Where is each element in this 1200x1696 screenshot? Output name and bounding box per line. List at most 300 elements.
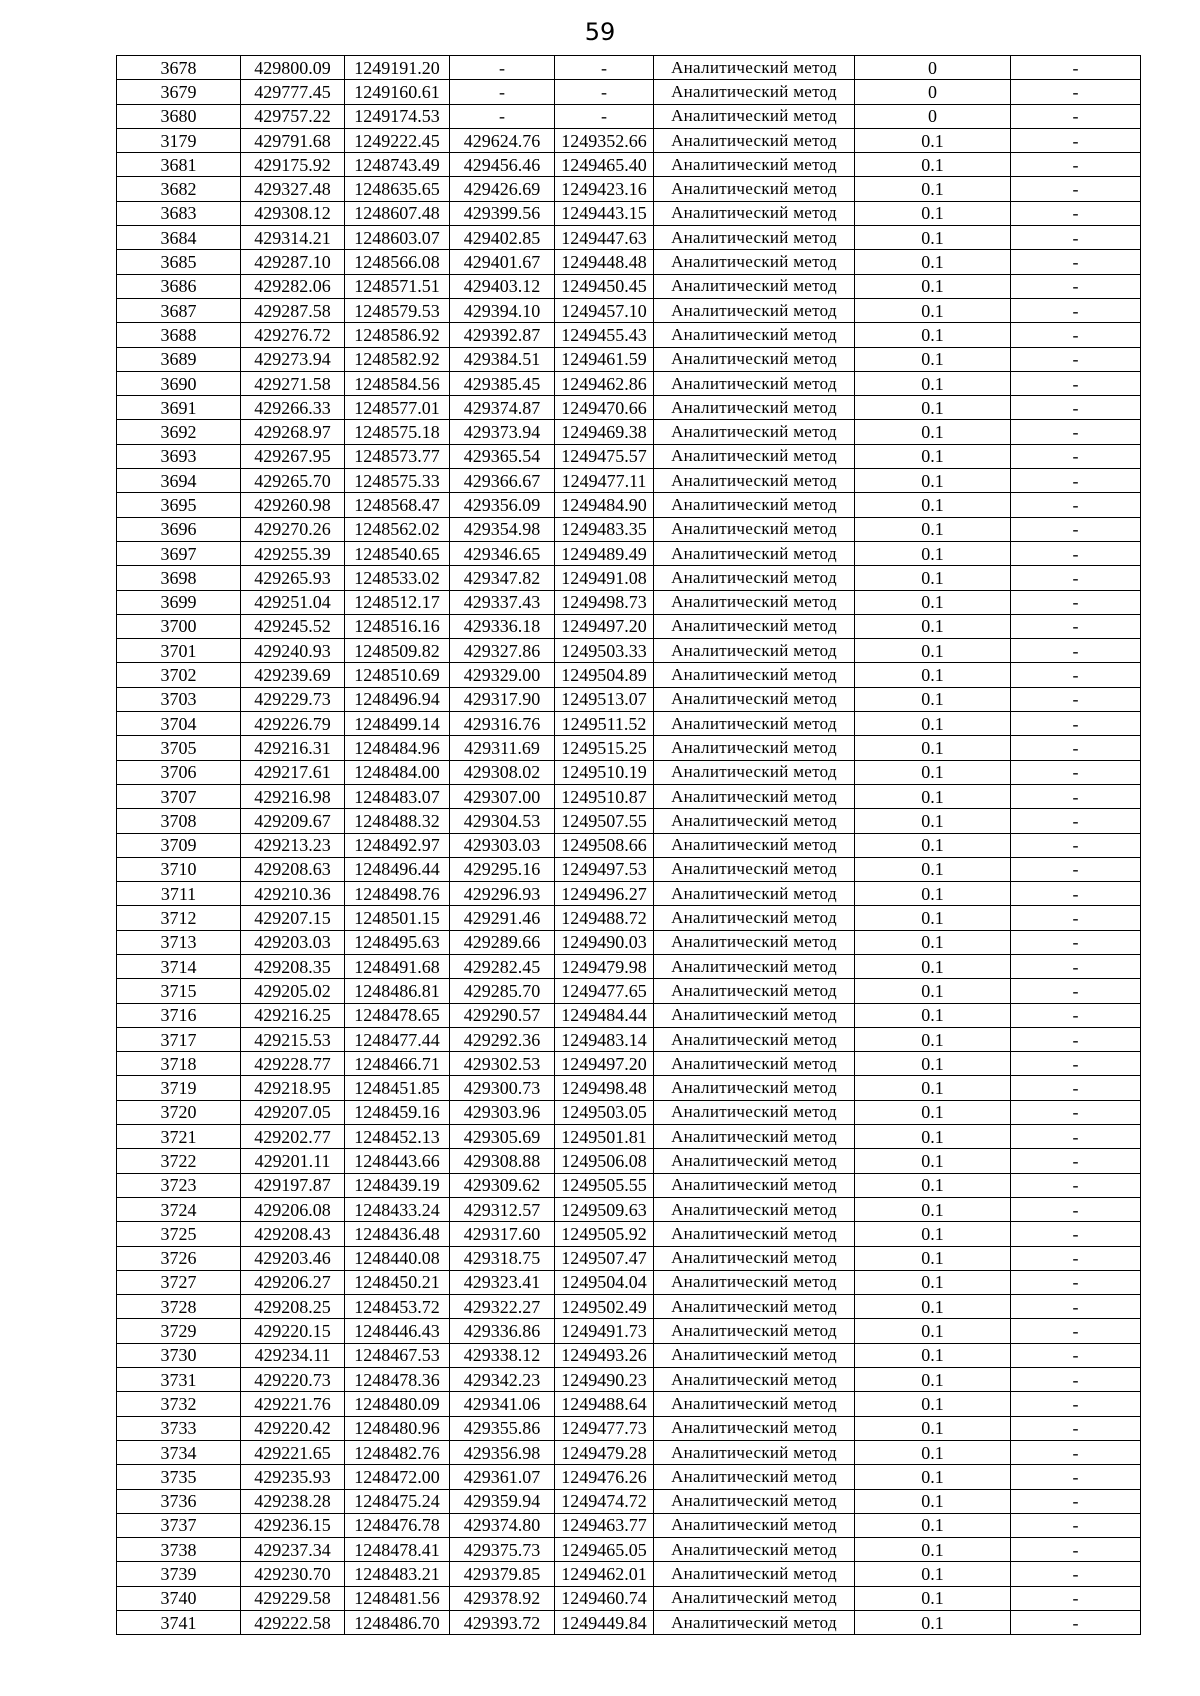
method-cell: Аналитический метод bbox=[654, 663, 855, 687]
x2-cell: 429307.00 bbox=[450, 784, 555, 808]
method-cell: Аналитический метод bbox=[654, 517, 855, 541]
method-cell: Аналитический метод bbox=[654, 1392, 855, 1416]
accuracy-cell: 0.1 bbox=[855, 420, 1011, 444]
table-row bbox=[117, 784, 1141, 808]
y2-cell: 1249484.44 bbox=[555, 1003, 654, 1027]
y1-cell: 1248443.66 bbox=[345, 1149, 450, 1173]
accuracy-cell: 0.1 bbox=[855, 1465, 1011, 1489]
table-row bbox=[117, 1440, 1141, 1464]
y2-cell: 1249457.10 bbox=[555, 298, 654, 322]
accuracy-cell: 0.1 bbox=[855, 614, 1011, 638]
note-cell: - bbox=[1011, 323, 1141, 347]
x2-cell: 429361.07 bbox=[450, 1465, 555, 1489]
point-number-cell: 3735 bbox=[117, 1465, 241, 1489]
x2-cell: 429336.18 bbox=[450, 614, 555, 638]
x1-cell: 429238.28 bbox=[241, 1489, 345, 1513]
table-row bbox=[117, 857, 1141, 881]
y1-cell: 1248440.08 bbox=[345, 1246, 450, 1270]
table-row bbox=[117, 1197, 1141, 1221]
x2-cell: 429385.45 bbox=[450, 371, 555, 395]
method-cell: Аналитический метод bbox=[654, 347, 855, 371]
method-cell: Аналитический метод bbox=[654, 1440, 855, 1464]
method-cell: Аналитический метод bbox=[654, 1343, 855, 1367]
point-number-cell: 3681 bbox=[117, 153, 241, 177]
accuracy-cell: 0.1 bbox=[855, 930, 1011, 954]
x1-cell: 429314.21 bbox=[241, 226, 345, 250]
y2-cell: 1249477.65 bbox=[555, 979, 654, 1003]
note-cell: - bbox=[1011, 979, 1141, 1003]
note-cell: - bbox=[1011, 469, 1141, 493]
point-number-cell: 3680 bbox=[117, 104, 241, 128]
point-number-cell: 3682 bbox=[117, 177, 241, 201]
point-number-cell: 3718 bbox=[117, 1052, 241, 1076]
y2-cell: 1249503.05 bbox=[555, 1100, 654, 1124]
accuracy-cell: 0.1 bbox=[855, 712, 1011, 736]
y2-cell: 1249498.73 bbox=[555, 590, 654, 614]
table-row bbox=[117, 517, 1141, 541]
y1-cell: 1248475.24 bbox=[345, 1489, 450, 1513]
method-cell: Аналитический метод bbox=[654, 1003, 855, 1027]
method-cell: Аналитический метод bbox=[654, 954, 855, 978]
method-cell: Аналитический метод bbox=[654, 906, 855, 930]
method-cell: Аналитический метод bbox=[654, 153, 855, 177]
note-cell: - bbox=[1011, 420, 1141, 444]
table-row bbox=[117, 1392, 1141, 1416]
method-cell: Аналитический метод bbox=[654, 1586, 855, 1610]
accuracy-cell: 0.1 bbox=[855, 857, 1011, 881]
method-cell: Аналитический метод bbox=[654, 1270, 855, 1294]
point-number-cell: 3732 bbox=[117, 1392, 241, 1416]
point-number-cell: 3698 bbox=[117, 566, 241, 590]
x2-cell: 429403.12 bbox=[450, 274, 555, 298]
method-cell: Аналитический метод bbox=[654, 1319, 855, 1343]
accuracy-cell: 0.1 bbox=[855, 517, 1011, 541]
point-number-cell: 3707 bbox=[117, 784, 241, 808]
table-row bbox=[117, 177, 1141, 201]
y2-cell: 1249462.86 bbox=[555, 371, 654, 395]
note-cell: - bbox=[1011, 493, 1141, 517]
y2-cell: 1249455.43 bbox=[555, 323, 654, 347]
table-row bbox=[117, 1076, 1141, 1100]
accuracy-cell: 0.1 bbox=[855, 396, 1011, 420]
note-cell: - bbox=[1011, 250, 1141, 274]
y1-cell: 1248480.09 bbox=[345, 1392, 450, 1416]
table-row bbox=[117, 1416, 1141, 1440]
point-number-cell: 3722 bbox=[117, 1149, 241, 1173]
y2-cell: 1249510.87 bbox=[555, 784, 654, 808]
y1-cell: 1248459.16 bbox=[345, 1100, 450, 1124]
accuracy-cell: 0.1 bbox=[855, 1489, 1011, 1513]
accuracy-cell: 0.1 bbox=[855, 784, 1011, 808]
y1-cell: 1248582.92 bbox=[345, 347, 450, 371]
point-number-cell: 3712 bbox=[117, 906, 241, 930]
method-cell: Аналитический метод bbox=[654, 736, 855, 760]
table-row bbox=[117, 347, 1141, 371]
note-cell: - bbox=[1011, 80, 1141, 104]
point-number-cell: 3705 bbox=[117, 736, 241, 760]
table-row bbox=[117, 396, 1141, 420]
x2-cell: 429359.94 bbox=[450, 1489, 555, 1513]
point-number-cell: 3697 bbox=[117, 541, 241, 565]
point-number-cell: 3696 bbox=[117, 517, 241, 541]
accuracy-cell: 0 bbox=[855, 56, 1011, 80]
x1-cell: 429270.26 bbox=[241, 517, 345, 541]
point-number-cell: 3708 bbox=[117, 809, 241, 833]
method-cell: Аналитический метод bbox=[654, 541, 855, 565]
y1-cell: 1248484.00 bbox=[345, 760, 450, 784]
method-cell: Аналитический метод bbox=[654, 1416, 855, 1440]
x2-cell: 429285.70 bbox=[450, 979, 555, 1003]
table-row bbox=[117, 1538, 1141, 1562]
x2-cell: 429290.57 bbox=[450, 1003, 555, 1027]
method-cell: Аналитический метод bbox=[654, 930, 855, 954]
point-number-cell: 3734 bbox=[117, 1440, 241, 1464]
x2-cell: 429317.90 bbox=[450, 687, 555, 711]
method-cell: Аналитический метод bbox=[654, 712, 855, 736]
accuracy-cell: 0 bbox=[855, 104, 1011, 128]
y2-cell: 1249511.52 bbox=[555, 712, 654, 736]
x2-cell: 429375.73 bbox=[450, 1538, 555, 1562]
y2-cell: - bbox=[555, 80, 654, 104]
accuracy-cell: 0.1 bbox=[855, 493, 1011, 517]
accuracy-cell: 0.1 bbox=[855, 687, 1011, 711]
y1-cell: 1248512.17 bbox=[345, 590, 450, 614]
method-cell: Аналитический метод bbox=[654, 1295, 855, 1319]
note-cell: - bbox=[1011, 1222, 1141, 1246]
x1-cell: 429273.94 bbox=[241, 347, 345, 371]
x2-cell: 429402.85 bbox=[450, 226, 555, 250]
note-cell: - bbox=[1011, 298, 1141, 322]
method-cell: Аналитический метод bbox=[654, 639, 855, 663]
y1-cell: 1248478.65 bbox=[345, 1003, 450, 1027]
note-cell: - bbox=[1011, 760, 1141, 784]
note-cell: - bbox=[1011, 226, 1141, 250]
x1-cell: 429206.08 bbox=[241, 1197, 345, 1221]
y1-cell: 1248452.13 bbox=[345, 1125, 450, 1149]
table-row bbox=[117, 1586, 1141, 1610]
table-row bbox=[117, 128, 1141, 152]
point-number-cell: 3706 bbox=[117, 760, 241, 784]
table-body bbox=[117, 56, 1141, 1635]
method-cell: Аналитический метод bbox=[654, 56, 855, 80]
point-number-cell: 3686 bbox=[117, 274, 241, 298]
method-cell: Аналитический метод bbox=[654, 298, 855, 322]
note-cell: - bbox=[1011, 1586, 1141, 1610]
x1-cell: 429203.03 bbox=[241, 930, 345, 954]
note-cell: - bbox=[1011, 1392, 1141, 1416]
point-number-cell: 3688 bbox=[117, 323, 241, 347]
note-cell: - bbox=[1011, 906, 1141, 930]
accuracy-cell: 0.1 bbox=[855, 128, 1011, 152]
note-cell: - bbox=[1011, 128, 1141, 152]
x1-cell: 429228.77 bbox=[241, 1052, 345, 1076]
x1-cell: 429287.10 bbox=[241, 250, 345, 274]
x2-cell: 429374.80 bbox=[450, 1513, 555, 1537]
accuracy-cell: 0.1 bbox=[855, 1222, 1011, 1246]
note-cell: - bbox=[1011, 444, 1141, 468]
table-row bbox=[117, 663, 1141, 687]
y1-cell: 1248575.18 bbox=[345, 420, 450, 444]
accuracy-cell: 0.1 bbox=[855, 541, 1011, 565]
y2-cell: 1249513.07 bbox=[555, 687, 654, 711]
x2-cell: 429378.92 bbox=[450, 1586, 555, 1610]
y2-cell: 1249508.66 bbox=[555, 833, 654, 857]
x2-cell: 429312.57 bbox=[450, 1197, 555, 1221]
note-cell: - bbox=[1011, 1149, 1141, 1173]
point-number-cell: 3704 bbox=[117, 712, 241, 736]
point-number-cell: 3693 bbox=[117, 444, 241, 468]
x1-cell: 429210.36 bbox=[241, 882, 345, 906]
note-cell: - bbox=[1011, 1562, 1141, 1586]
accuracy-cell: 0.1 bbox=[855, 177, 1011, 201]
x1-cell: 429255.39 bbox=[241, 541, 345, 565]
y2-cell: 1249477.11 bbox=[555, 469, 654, 493]
method-cell: Аналитический метод bbox=[654, 1222, 855, 1246]
x1-cell: 429218.95 bbox=[241, 1076, 345, 1100]
y2-cell: 1249483.35 bbox=[555, 517, 654, 541]
y2-cell: 1249460.74 bbox=[555, 1586, 654, 1610]
point-number-cell: 3678 bbox=[117, 56, 241, 80]
accuracy-cell: 0 bbox=[855, 80, 1011, 104]
table-row bbox=[117, 906, 1141, 930]
y2-cell: 1249505.92 bbox=[555, 1222, 654, 1246]
table-row bbox=[117, 930, 1141, 954]
y1-cell: 1249222.45 bbox=[345, 128, 450, 152]
accuracy-cell: 0.1 bbox=[855, 1125, 1011, 1149]
note-cell: - bbox=[1011, 1440, 1141, 1464]
note-cell: - bbox=[1011, 517, 1141, 541]
method-cell: Аналитический метод bbox=[654, 614, 855, 638]
x1-cell: 429235.93 bbox=[241, 1465, 345, 1489]
accuracy-cell: 0.1 bbox=[855, 1343, 1011, 1367]
point-number-cell: 3727 bbox=[117, 1270, 241, 1294]
accuracy-cell: 0.1 bbox=[855, 444, 1011, 468]
y2-cell: 1249488.72 bbox=[555, 906, 654, 930]
y1-cell: 1248496.94 bbox=[345, 687, 450, 711]
y2-cell: 1249507.47 bbox=[555, 1246, 654, 1270]
table-row bbox=[117, 1149, 1141, 1173]
table-row bbox=[117, 1052, 1141, 1076]
x1-cell: 429203.46 bbox=[241, 1246, 345, 1270]
x2-cell: 429624.76 bbox=[450, 128, 555, 152]
table-row bbox=[117, 1513, 1141, 1537]
accuracy-cell: 0.1 bbox=[855, 979, 1011, 1003]
x1-cell: 429208.63 bbox=[241, 857, 345, 881]
method-cell: Аналитический метод bbox=[654, 420, 855, 444]
y1-cell: 1248482.76 bbox=[345, 1440, 450, 1464]
y1-cell: 1248478.36 bbox=[345, 1368, 450, 1392]
x1-cell: 429308.12 bbox=[241, 201, 345, 225]
point-number-cell: 3701 bbox=[117, 639, 241, 663]
x1-cell: 429287.58 bbox=[241, 298, 345, 322]
y2-cell: 1249477.73 bbox=[555, 1416, 654, 1440]
accuracy-cell: 0.1 bbox=[855, 1076, 1011, 1100]
note-cell: - bbox=[1011, 930, 1141, 954]
y2-cell: 1249483.14 bbox=[555, 1027, 654, 1051]
point-number-cell: 3685 bbox=[117, 250, 241, 274]
table-row bbox=[117, 882, 1141, 906]
y2-cell: 1249503.33 bbox=[555, 639, 654, 663]
accuracy-cell: 0.1 bbox=[855, 371, 1011, 395]
accuracy-cell: 0.1 bbox=[855, 590, 1011, 614]
y1-cell: 1248501.15 bbox=[345, 906, 450, 930]
point-number-cell: 3715 bbox=[117, 979, 241, 1003]
x1-cell: 429202.77 bbox=[241, 1125, 345, 1149]
y1-cell: 1248477.44 bbox=[345, 1027, 450, 1051]
method-cell: Аналитический метод bbox=[654, 444, 855, 468]
point-number-cell: 3691 bbox=[117, 396, 241, 420]
y1-cell: 1248499.14 bbox=[345, 712, 450, 736]
x1-cell: 429213.23 bbox=[241, 833, 345, 857]
table-row bbox=[117, 1489, 1141, 1513]
point-number-cell: 3729 bbox=[117, 1319, 241, 1343]
y1-cell: 1249191.20 bbox=[345, 56, 450, 80]
table-row bbox=[117, 201, 1141, 225]
note-cell: - bbox=[1011, 1052, 1141, 1076]
method-cell: Аналитический метод bbox=[654, 566, 855, 590]
y1-cell: 1248492.97 bbox=[345, 833, 450, 857]
note-cell: - bbox=[1011, 809, 1141, 833]
x2-cell: 429393.72 bbox=[450, 1611, 555, 1635]
method-cell: Аналитический метод bbox=[654, 1538, 855, 1562]
table-row bbox=[117, 736, 1141, 760]
table-row bbox=[117, 104, 1141, 128]
y1-cell: 1248481.56 bbox=[345, 1586, 450, 1610]
accuracy-cell: 0.1 bbox=[855, 954, 1011, 978]
point-number-cell: 3716 bbox=[117, 1003, 241, 1027]
x2-cell: 429296.93 bbox=[450, 882, 555, 906]
table-row bbox=[117, 687, 1141, 711]
accuracy-cell: 0.1 bbox=[855, 1513, 1011, 1537]
note-cell: - bbox=[1011, 347, 1141, 371]
point-number-cell: 3683 bbox=[117, 201, 241, 225]
y2-cell: 1249493.26 bbox=[555, 1343, 654, 1367]
point-number-cell: 3717 bbox=[117, 1027, 241, 1051]
table-row bbox=[117, 420, 1141, 444]
y1-cell: 1248509.82 bbox=[345, 639, 450, 663]
x2-cell: 429300.73 bbox=[450, 1076, 555, 1100]
x1-cell: 429201.11 bbox=[241, 1149, 345, 1173]
x1-cell: 429265.93 bbox=[241, 566, 345, 590]
x1-cell: 429229.73 bbox=[241, 687, 345, 711]
note-cell: - bbox=[1011, 1343, 1141, 1367]
accuracy-cell: 0.1 bbox=[855, 298, 1011, 322]
y2-cell: 1249504.89 bbox=[555, 663, 654, 687]
method-cell: Аналитический метод bbox=[654, 226, 855, 250]
table-row bbox=[117, 1562, 1141, 1586]
method-cell: Аналитический метод bbox=[654, 809, 855, 833]
x1-cell: 429327.48 bbox=[241, 177, 345, 201]
x1-cell: 429229.58 bbox=[241, 1586, 345, 1610]
x2-cell: 429323.41 bbox=[450, 1270, 555, 1294]
point-number-cell: 3700 bbox=[117, 614, 241, 638]
note-cell: - bbox=[1011, 1173, 1141, 1197]
accuracy-cell: 0.1 bbox=[855, 201, 1011, 225]
y2-cell: 1249504.04 bbox=[555, 1270, 654, 1294]
y1-cell: 1248433.24 bbox=[345, 1197, 450, 1221]
point-number-cell: 3694 bbox=[117, 469, 241, 493]
x2-cell: 429356.09 bbox=[450, 493, 555, 517]
x1-cell: 429251.04 bbox=[241, 590, 345, 614]
accuracy-cell: 0.1 bbox=[855, 906, 1011, 930]
y1-cell: 1248571.51 bbox=[345, 274, 450, 298]
x2-cell: 429291.46 bbox=[450, 906, 555, 930]
accuracy-cell: 0.1 bbox=[855, 323, 1011, 347]
point-number-cell: 3730 bbox=[117, 1343, 241, 1367]
table-row bbox=[117, 1246, 1141, 1270]
x2-cell: 429347.82 bbox=[450, 566, 555, 590]
method-cell: Аналитический метод bbox=[654, 1513, 855, 1537]
method-cell: Аналитический метод bbox=[654, 80, 855, 104]
x2-cell: 429322.27 bbox=[450, 1295, 555, 1319]
accuracy-cell: 0.1 bbox=[855, 760, 1011, 784]
x2-cell: 429401.67 bbox=[450, 250, 555, 274]
x2-cell: 429456.46 bbox=[450, 153, 555, 177]
method-cell: Аналитический метод bbox=[654, 1076, 855, 1100]
method-cell: Аналитический метод bbox=[654, 1052, 855, 1076]
table-row bbox=[117, 298, 1141, 322]
y2-cell: 1249447.63 bbox=[555, 226, 654, 250]
point-number-cell: 3684 bbox=[117, 226, 241, 250]
x2-cell: 429342.23 bbox=[450, 1368, 555, 1392]
note-cell: - bbox=[1011, 882, 1141, 906]
x1-cell: 429217.61 bbox=[241, 760, 345, 784]
note-cell: - bbox=[1011, 1319, 1141, 1343]
method-cell: Аналитический метод bbox=[654, 1611, 855, 1635]
accuracy-cell: 0.1 bbox=[855, 1100, 1011, 1124]
x2-cell: 429373.94 bbox=[450, 420, 555, 444]
y2-cell: 1249490.23 bbox=[555, 1368, 654, 1392]
y1-cell: 1248495.63 bbox=[345, 930, 450, 954]
note-cell: - bbox=[1011, 833, 1141, 857]
accuracy-cell: 0.1 bbox=[855, 469, 1011, 493]
accuracy-cell: 0.1 bbox=[855, 1246, 1011, 1270]
table-row bbox=[117, 80, 1141, 104]
table-row bbox=[117, 614, 1141, 638]
note-cell: - bbox=[1011, 1416, 1141, 1440]
accuracy-cell: 0.1 bbox=[855, 1611, 1011, 1635]
y1-cell: 1248450.21 bbox=[345, 1270, 450, 1294]
x2-cell: 429311.69 bbox=[450, 736, 555, 760]
x2-cell: 429355.86 bbox=[450, 1416, 555, 1440]
x1-cell: 429207.05 bbox=[241, 1100, 345, 1124]
table-row bbox=[117, 1027, 1141, 1051]
note-cell: - bbox=[1011, 56, 1141, 80]
table-row bbox=[117, 809, 1141, 833]
y2-cell: 1249509.63 bbox=[555, 1197, 654, 1221]
y2-cell: 1249461.59 bbox=[555, 347, 654, 371]
x2-cell: 429399.56 bbox=[450, 201, 555, 225]
y2-cell: 1249465.05 bbox=[555, 1538, 654, 1562]
note-cell: - bbox=[1011, 857, 1141, 881]
note-cell: - bbox=[1011, 1513, 1141, 1537]
y1-cell: 1248579.53 bbox=[345, 298, 450, 322]
x1-cell: 429800.09 bbox=[241, 56, 345, 80]
x1-cell: 429208.25 bbox=[241, 1295, 345, 1319]
accuracy-cell: 0.1 bbox=[855, 1052, 1011, 1076]
y2-cell: 1249352.66 bbox=[555, 128, 654, 152]
y2-cell: 1249488.64 bbox=[555, 1392, 654, 1416]
y2-cell: 1249490.03 bbox=[555, 930, 654, 954]
method-cell: Аналитический метод bbox=[654, 687, 855, 711]
note-cell: - bbox=[1011, 712, 1141, 736]
method-cell: Аналитический метод bbox=[654, 1465, 855, 1489]
y1-cell: 1248486.81 bbox=[345, 979, 450, 1003]
x2-cell: - bbox=[450, 56, 555, 80]
y1-cell: 1248476.78 bbox=[345, 1513, 450, 1537]
point-number-cell: 3740 bbox=[117, 1586, 241, 1610]
table-row bbox=[117, 444, 1141, 468]
